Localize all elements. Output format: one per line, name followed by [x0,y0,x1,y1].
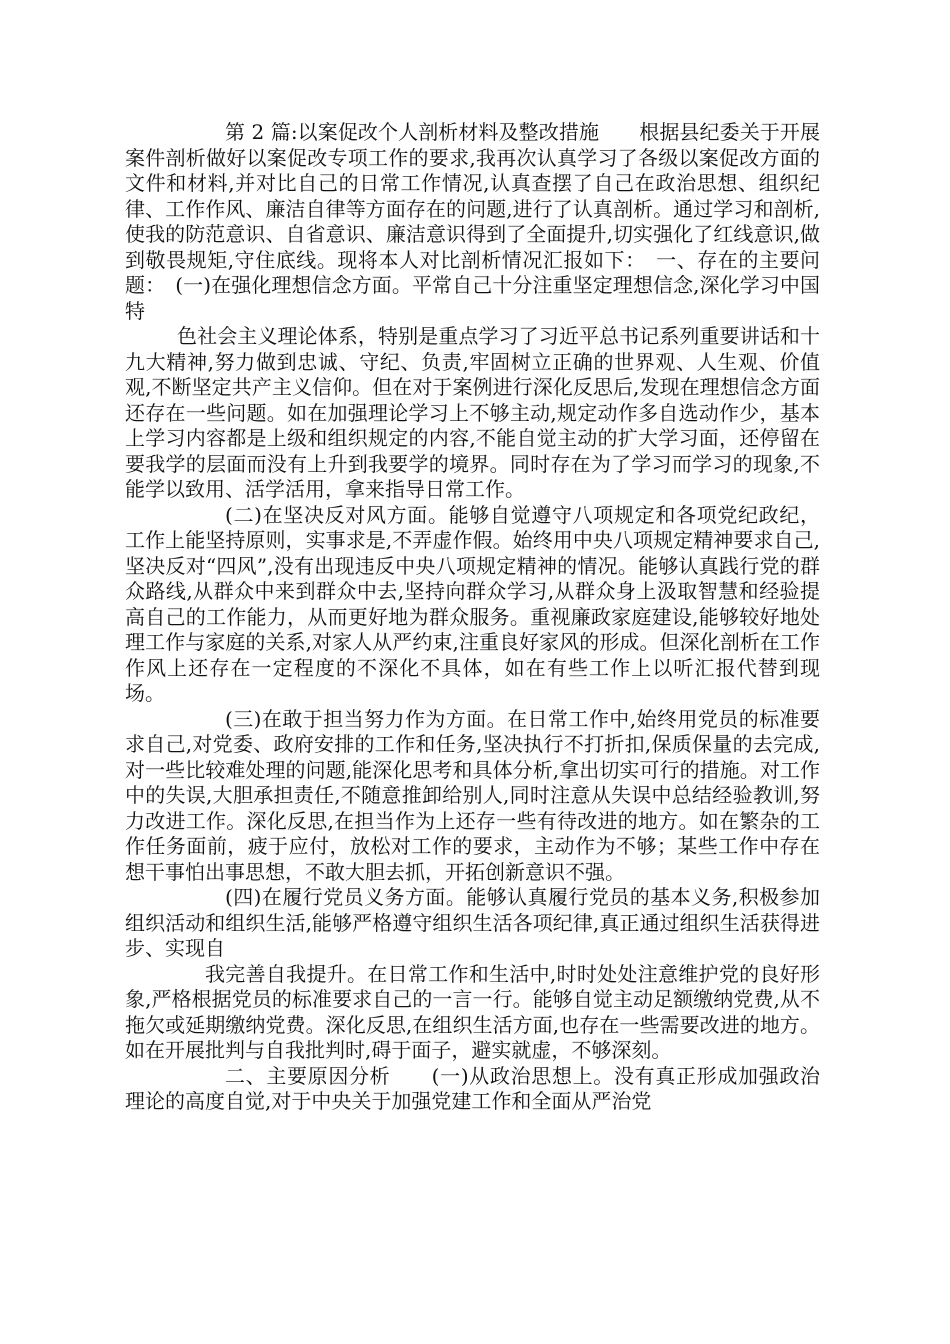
document-body [125,120,820,1115]
paragraph-cause-analysis: 二、主要原因分析 (一)从政治思想上。没有真正形成加强政治理论的高度自觉,对于中央关于加强党建工作和全面从严治党 [125,1063,820,1113]
paragraph-continuation: 色社会主义理论体系，特别是重点学习了习近平总书记系列重要讲话和十九大精神,努力做到忠诚、守纪、负责,牢固树立正确的世界观、人生观、价值观,不断坚定共产主义信仰。但在对于案例进行深化反思后,发现在理想信念方面还存在一些问题。如在加强理论学习上不够主动,规定动作多自选动作少，基本上学习内容都是上级和组织规定的内容,不能自觉主动的扩大学习面，还停留在要我学的层面而没有上升到我要学的境界。同时存在为了学习而学习的现象,不能学以致用、活学活用，拿来指导日常工作。 [125,324,820,501]
paragraph-party-duty: (四)在履行党员义务方面。能够认真履行党员的基本义务,积极参加组织活动和组织生活,能够严格遵守组织生活各项纪律,真正通过组织生活获得进步、实现自 [125,885,820,960]
intro-paragraph: 第 2 篇:以案促改个人剖析材料及整改措施 根据县纪委关于开展案件剖析做好以案促改专项工作的要求,我再次认真学习了各级以案促改方面的文件和材料,并对比自己的日常工作情况,认真查摆了自己在政治思想、组织纪律、工作作风、廉洁自律等方面存在的问题,进行了认真剖析。通过学习和剖析,使我的防范意识、自省意识、廉洁意识得到了全面提升,切实强化了红线意识,做到敬畏规矩,守住底线。现将本人对比剖析情况汇报如下： 一、存在的主要问题： (一)在强化理想信念方面。平常自己十分注重坚定理想信念,深化学习中国特 [125,120,820,323]
paragraph-continuation-2: 我完善自我提升。在日常工作和生活中,时时处处注意维护党的良好形象,严格根据党员的标准要求自己的一言一行。能够自觉主动足额缴纳党费,从不拖欠或延期缴纳党费。深化反思,在组织生活方面,也存在一些需要改进的地方。如在开展批判与自我批判时,碍于面子，避实就虚，不够深刻。 [125,961,820,1062]
paragraph-style-discipline: (二)在坚决反对风方面。能够自觉遵守八项规定和各项党纪政纪，工作上能坚持原则，实事求是,不弄虚作假。始终用中央八项规定精神要求自己,坚决反对“四风”,没有出现违反中央八项规定精神的情况。能够认真践行党的群众路线,从群众中来到群众中去,坚持向群众学习,从群众身上汲取智慧和经验提高自己的工作能力，从而更好地为群众服务。重视廉政家庭建设,能够较好地处理工作与家庭的关系,对家人从严约束,注重良好家风的形成。但深化剖析在工作作风上还存在一定程度的不深化不具体，如在有些工作上以听汇报代替到现场。 [125,502,820,705]
paragraph-responsibility: (三)在敢于担当努力作为方面。在日常工作中,始终用党员的标准要求自己,对党委、政府安排的工作和任务,坚决执行不打折扣,保质保量的去完成,对一些比较难处理的问题,能深化思考和具体分析,拿出切实可行的措施。对工作中的失误,大胆承担责任,不随意推卸给别人,同时注意从失误中总结经验教训,努力改进工作。深化反思,在担当作为上还存一些有待改进的地方。如在繁杂的工作任务面前，疲于应付，放松对工作的要求，主动作为不够；某些工作中存在想干事怕出事思想，不敢大胆去抓，开拓创新意识不强。 [125,706,820,884]
